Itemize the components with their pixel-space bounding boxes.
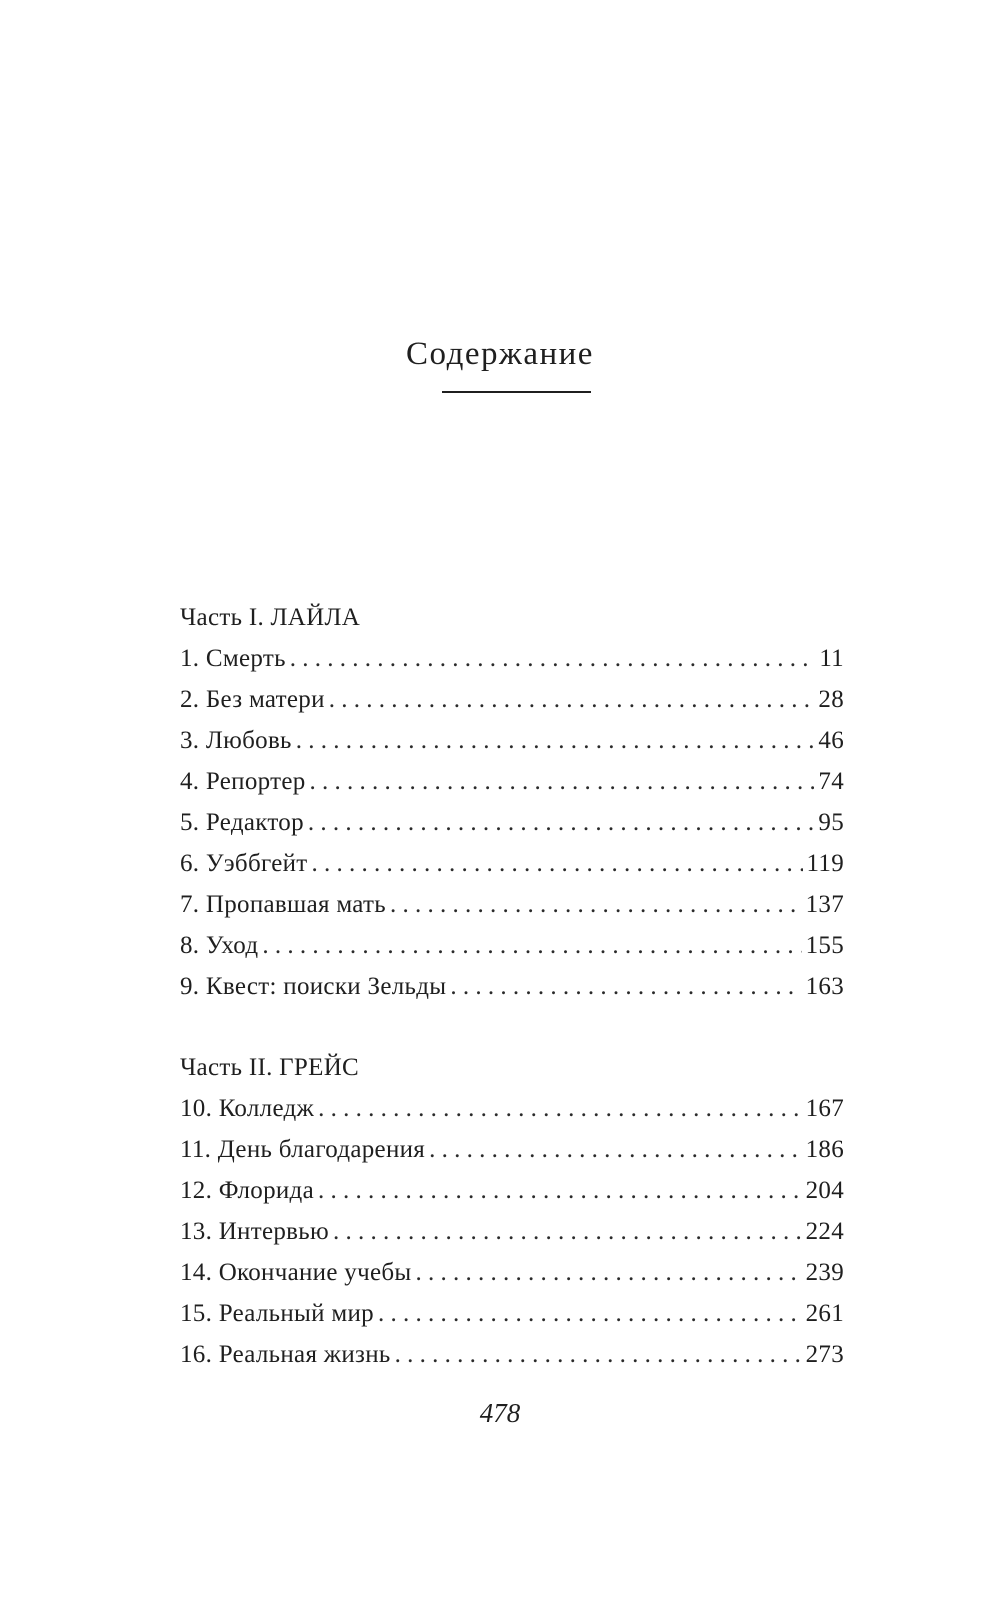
chapter-title: 3. Любовь: [180, 727, 292, 754]
toc-entry[interactable]: [180, 802, 844, 843]
toc-entry[interactable]: [180, 925, 844, 966]
part-heading-2: Часть II. ГРЕЙС: [180, 1054, 360, 1081]
chapter-title: 10. Колледж: [180, 1095, 315, 1122]
toc-entry[interactable]: [180, 1170, 844, 1211]
dot-leader: [308, 802, 815, 843]
page-number: 155: [805, 932, 844, 959]
dot-leader: [333, 1211, 802, 1252]
page-number: 273: [805, 1341, 844, 1368]
chapter-title: 5. Редактор: [180, 809, 304, 836]
page-title: Содержание: [406, 336, 594, 372]
chapter-title: 16. Реальная жизнь: [180, 1341, 391, 1368]
page-number: 119: [806, 850, 844, 877]
chapter-title: 12. Флорида: [180, 1177, 314, 1204]
page-number: 239: [805, 1259, 844, 1286]
chapter-title: 6. Уэббгейт: [180, 850, 308, 877]
toc-entry[interactable]: [180, 884, 844, 925]
chapter-title: 11. День благодарения: [180, 1136, 426, 1163]
toc-entry[interactable]: [180, 1293, 844, 1334]
chapter-title: 1. Смерть: [180, 645, 286, 672]
dot-leader: [390, 884, 802, 925]
page-number: 224: [805, 1218, 844, 1245]
dot-leader: [312, 843, 803, 884]
dot-leader: [290, 638, 816, 679]
dot-leader: [429, 1129, 801, 1170]
toc-entry[interactable]: [180, 1252, 844, 1293]
part-spacer: [180, 1007, 844, 1047]
toc-entry[interactable]: [180, 761, 844, 802]
chapter-title: 2. Без матери: [180, 686, 325, 713]
dot-leader: [262, 925, 801, 966]
toc-entry[interactable]: [180, 679, 844, 720]
chapter-title: 15. Реальный мир: [180, 1300, 374, 1327]
dot-leader: [378, 1293, 802, 1334]
dot-leader: [318, 1170, 802, 1211]
toc-entry[interactable]: [180, 1334, 844, 1375]
dot-leader: [318, 1088, 801, 1129]
page-number: 137: [805, 891, 844, 918]
toc-entry[interactable]: [180, 720, 844, 761]
part-heading-1: Часть I. ЛАЙЛА: [180, 604, 361, 631]
chapter-title: 7. Пропавшая мать: [180, 891, 386, 918]
toc-entry[interactable]: [180, 966, 844, 1007]
dot-leader: [296, 720, 815, 761]
page-number: 11: [819, 645, 844, 672]
dot-leader: [329, 679, 815, 720]
dot-leader: [310, 761, 815, 802]
page-number: 46: [818, 727, 844, 754]
title-rule: [442, 391, 591, 393]
toc-entry[interactable]: [180, 1129, 844, 1170]
dot-leader: [450, 966, 801, 1007]
chapter-title: 14. Окончание учебы: [180, 1259, 412, 1286]
page-number: 163: [805, 973, 844, 1000]
chapter-title: 13. Интервью: [180, 1218, 329, 1245]
table-of-contents: [180, 597, 844, 1375]
page-number: 261: [805, 1300, 844, 1327]
dot-leader: [395, 1334, 802, 1375]
dot-leader: [415, 1252, 801, 1293]
page-number: 95: [818, 809, 844, 836]
toc-entry[interactable]: [180, 638, 844, 679]
toc-entry[interactable]: [180, 1088, 844, 1129]
page-number: 74: [818, 768, 844, 795]
page-number: 204: [805, 1177, 844, 1204]
folio-page-number: 478: [479, 1398, 521, 1428]
toc-entry[interactable]: [180, 843, 844, 884]
page-number: 28: [818, 686, 844, 713]
page-number: 167: [805, 1095, 844, 1122]
chapter-title: 9. Квест: поиски Зельды: [180, 973, 447, 1000]
chapter-title: 8. Уход: [180, 932, 259, 959]
chapter-title: 4. Репортер: [180, 768, 306, 795]
page-number: 186: [805, 1136, 844, 1163]
toc-entry[interactable]: [180, 1211, 844, 1252]
